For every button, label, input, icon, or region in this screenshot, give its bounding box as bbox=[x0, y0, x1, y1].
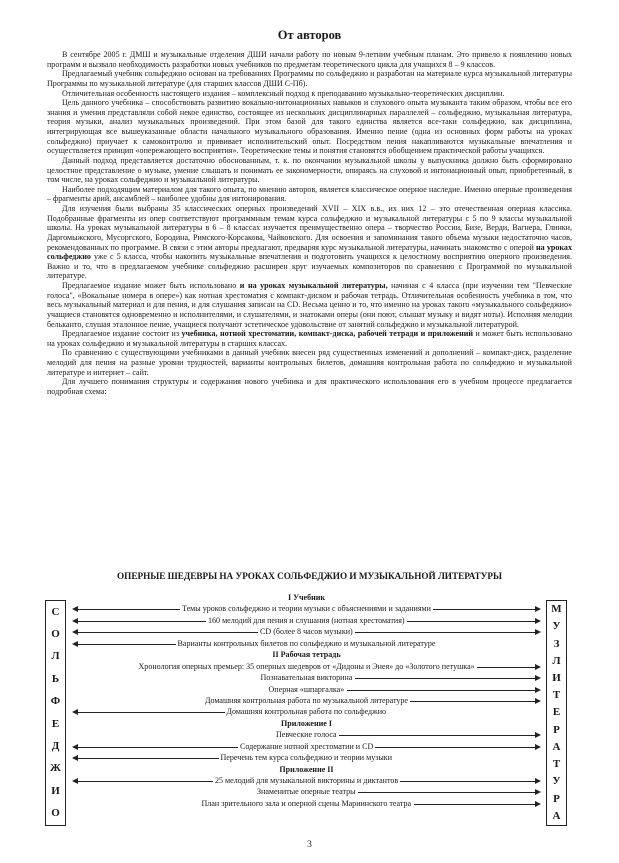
scheme-title: ОПЕРНЫЕ ШЕДЕВРЫ НА УРОКАХ СОЛЬФЕДЖИО И МУЗЫКАЛЬНОЙ ЛИТЕРАТУРЫ bbox=[117, 571, 502, 581]
vertical-letter: А bbox=[552, 740, 561, 753]
paragraph bbox=[47, 156, 572, 185]
text-run: Предлагаемый учебник сольфеджио основан на требованиях Программы по сольфеджио и разработан на материале курса музыкальной литературы Программы по музыкальной литературе (для старших классов ДШИ С-Пб). bbox=[47, 69, 572, 88]
scheme-section-header bbox=[72, 718, 541, 729]
scheme-item-label: Певческие голоса bbox=[276, 730, 337, 740]
scheme-item-label: Хронология оперных премьер: 35 оперных шедевров от «Дидоны и Энея» до «Золотого петушка» bbox=[138, 661, 475, 671]
arrow-right-icon bbox=[535, 732, 541, 738]
arrow-right-icon bbox=[535, 664, 541, 670]
text-run: Для лучшего понимания структуры и содержания нового учебника и для практического использования его в учебном процессе предлагается подробная схема: bbox=[47, 377, 572, 396]
vertical-letter: Е bbox=[51, 717, 60, 730]
vertical-letter: Ж bbox=[50, 762, 61, 775]
arrow-right-icon bbox=[535, 801, 541, 807]
scheme-row bbox=[72, 615, 541, 626]
paragraph bbox=[47, 89, 572, 99]
text-run: и может быть использовано на уроках сольфеджио и музыкальной литературы в старших классах. bbox=[47, 329, 572, 348]
scheme-row bbox=[72, 603, 541, 614]
arrow-right-icon bbox=[535, 629, 541, 635]
arrow-line-right bbox=[347, 690, 538, 691]
arrow-line-left bbox=[76, 609, 180, 610]
vertical-letter: Т bbox=[552, 689, 561, 702]
vertical-letter: О bbox=[51, 628, 60, 641]
scheme-item-label: Перечень тем курса сольфеджио и теории музыки bbox=[220, 753, 393, 763]
paragraph bbox=[47, 50, 572, 69]
scheme-row bbox=[72, 695, 541, 706]
arrow-line-left bbox=[76, 621, 206, 622]
scheme-row bbox=[72, 684, 541, 695]
page-title: От авторов bbox=[277, 28, 342, 42]
scheme-item-label: Домашняя контрольная работа по сольфеджио bbox=[226, 707, 387, 717]
vertical-letter: Л bbox=[51, 650, 60, 663]
section-header-label: I Учебник bbox=[287, 593, 326, 602]
scheme-item-label: Домашняя контрольная работа по музыкальной литературе bbox=[205, 695, 408, 705]
scheme-row bbox=[72, 752, 541, 763]
section-header-label: Приложение I bbox=[281, 718, 332, 728]
paragraph bbox=[47, 377, 572, 396]
arrow-line-right bbox=[339, 735, 537, 736]
vertical-letter: Д bbox=[51, 740, 60, 753]
arrow-line-right bbox=[355, 632, 537, 633]
vertical-letter: У bbox=[552, 775, 561, 788]
scheme-row bbox=[72, 741, 541, 752]
arrow-line-right bbox=[355, 678, 538, 679]
scheme-item-label: Оперная «шпаргалка» bbox=[268, 684, 345, 694]
scheme-rows bbox=[72, 592, 541, 809]
scheme-row bbox=[72, 775, 541, 786]
arrow-line-left bbox=[76, 632, 258, 633]
scheme-row bbox=[72, 706, 541, 717]
paragraph bbox=[47, 329, 572, 348]
text-run: уже с 5 класса, чтобы накопить музыкальные впечатления и подготовить учащихся к целостному восприятию оперного произведения. Важно и то, что в предлагаемом учебнике сольфеджио расширен круг изучаемых композиторов по сравнению с Программой по музыкальной литературе. bbox=[47, 252, 572, 281]
vertical-letter: О bbox=[51, 807, 60, 820]
arrow-right-icon bbox=[535, 778, 541, 784]
arrow-right-icon bbox=[535, 675, 541, 681]
arrow-line-right bbox=[414, 804, 538, 805]
section-header-label: II Рабочая тетрадь bbox=[272, 650, 341, 660]
scheme-row bbox=[72, 626, 541, 637]
scheme-item-label: 160 мелодий для пения и слушания (нотная хрестоматия) bbox=[208, 615, 405, 625]
scheme-section-header bbox=[72, 649, 541, 660]
vertical-letter: М bbox=[551, 603, 562, 616]
text-run: начиная с 4 класса (при изучении тем "Певческие голоса", «Вокальные номера в опере») как нотная хрестоматия с компакт-диском и рабочая тетрадь. Отличительная особенность учебника в том, что весь музыкальный материал и для пения, и для слушания записан на CD. Весьма ценно и то, что именно на уроках такого «музыкального сольфеджио» учащиеся становятся одновременно и исполнителями, и слушателями, и знатоками оперы (они поют, слышат музыку и видят ноты). Исполняя мелодии бельканто, слушая эталонное пение, учащиеся получают эстетическое удовольствие от занятий сольфеджио и музыкальной литературой. bbox=[47, 281, 572, 329]
vertical-letter: Л bbox=[552, 654, 561, 667]
vertical-letter: Т bbox=[552, 758, 561, 771]
arrow-line-right bbox=[433, 609, 537, 610]
paragraph bbox=[47, 348, 572, 377]
paragraph bbox=[47, 204, 572, 281]
paragraph bbox=[47, 281, 572, 329]
text-run: Цель данного учебника – способствовать развитию вокально-интонационных навыков и слухового опыта музыканта таким образом, чтобы все его знания и умения представляли собой некое единство, состоящее из нескольких дисциплинарных параллелей – сольфеджио, музыкальная литература, теория музыки, анализ музыкальных произведений. При этом базой для такого единства является все-таки сольфеджио, как дисциплина, интегрирующая все вышеуказанные области начального музыкального образования. Именно пение (одна из основных форм работы на уроках сольфеджио) приучает к самоконтролю и прививает исполнительский опыт. Посредством пения накапливаются музыкальные впечатления и осуществляется принцип «опережающего восприятия». Теоретические темы и понятия становятся обобщением практической работы учащихся. bbox=[47, 98, 572, 156]
vertical-letter: С bbox=[51, 605, 60, 618]
arrow-line-left bbox=[76, 712, 225, 713]
arrow-line-left bbox=[76, 781, 213, 782]
vertical-letter: Р bbox=[553, 723, 560, 736]
text-run: Отличительная особенность настоящего издания – комплексный подход к преподаванию музыкально-теоретических дисциплин. bbox=[62, 88, 505, 98]
scheme-item-label: Содержание нотной хрестоматии и CD bbox=[240, 741, 374, 751]
scheme-section-header bbox=[72, 764, 541, 775]
vertical-letter: Ь bbox=[51, 672, 60, 685]
scheme-item-label: Темы уроков сольфеджио и теории музыки с объяснениями и заданиями bbox=[182, 604, 431, 614]
music-literature-vertical-label bbox=[546, 600, 567, 826]
scheme-item-label: Знаменитые оперные театры bbox=[257, 787, 356, 797]
text-run: Предлагаемое издание состоит из bbox=[62, 329, 182, 339]
arrow-line-right bbox=[407, 621, 537, 622]
scheme-row bbox=[72, 672, 541, 683]
section-header-label: Приложение II bbox=[279, 764, 334, 774]
scheme-row bbox=[72, 661, 541, 672]
scheme-item-label: CD (более 8 часов музыки) bbox=[260, 627, 353, 637]
arrow-right-icon bbox=[535, 789, 541, 795]
scheme-item-label: 25 мелодий для музыкальной викторины и диктантов bbox=[215, 776, 399, 785]
bold-phrase: на уроках сольфеджио bbox=[47, 242, 572, 262]
scheme-item-label: Варианты контрольных билетов по сольфеджио и музыкальной литературе bbox=[177, 638, 436, 648]
arrow-line-right bbox=[400, 781, 537, 782]
vertical-letter: У bbox=[552, 620, 561, 633]
vertical-letter: И bbox=[51, 784, 60, 797]
arrow-line-right bbox=[375, 747, 537, 748]
scheme-item-label: Познавательная викторина bbox=[260, 673, 353, 683]
arrow-line-left bbox=[76, 747, 238, 748]
arrow-right-icon bbox=[535, 687, 541, 693]
vertical-letter: И bbox=[552, 671, 561, 684]
paragraph bbox=[47, 69, 572, 88]
bold-phrase: и на уроках музыкальной литературы, bbox=[239, 281, 388, 290]
page-number: 3 bbox=[307, 840, 312, 850]
arrow-right-icon bbox=[535, 606, 541, 612]
vertical-letter: А bbox=[552, 809, 561, 822]
text-run: Данный подход представляется достаточно обоснованным, т. к. по окончании музыкальной школы у выпускника должно быть сформировано целостное представление о музыке, умение слышать и понимать ее закономерности, опираясь на слуховой и интонационный опыт, приобретенный, в том числе, на уроках сольфеджио и музыкальной литературы. bbox=[47, 155, 572, 185]
arrow-line-right bbox=[358, 792, 537, 793]
bold-phrase: учебника, нотной хрестоматии, компакт-диска, рабочей тетради и приложений bbox=[181, 329, 474, 339]
text-run: По сравнению с существующими учебниками в данный учебник внесен ряд существенных изменений и дополнений – компакт-диск, разделение мелодий для пения на разные уровни трудностей, варианты контрольных билетов, домашняя контрольная работа по сольфеджио и музыкальной литературе и интернет – сайт. bbox=[47, 348, 572, 377]
text-run: В сентябре 2005 г. ДМШ и музыкальные отделения ДШИ начали работу по новым 9-летним учебным планам. Это привело к появлению новых программ и вызвало необходимость разработки новых учебников по предметам теоретического цикла для учащихся 8 – 9 классов. bbox=[47, 50, 572, 69]
foreword-text bbox=[47, 50, 572, 397]
scheme-section-header bbox=[72, 592, 541, 603]
text-run: Предлагаемое издание может быть использовано bbox=[62, 281, 240, 290]
arrow-right-icon bbox=[535, 744, 541, 750]
scheme-item-label: План зрительного зала и оперной сцены Мариинского театра bbox=[201, 798, 412, 808]
vertical-letter: Е bbox=[552, 706, 561, 719]
arrow-line-left bbox=[76, 758, 219, 759]
arrow-line-right bbox=[477, 667, 538, 668]
scheme-row bbox=[72, 786, 541, 797]
arrow-right-icon bbox=[535, 618, 541, 624]
scheme-row bbox=[72, 729, 541, 740]
vertical-letter: Ф bbox=[50, 695, 61, 708]
solfeggio-vertical-label bbox=[45, 600, 66, 826]
arrow-right-icon bbox=[535, 698, 541, 704]
vertical-letter: Р bbox=[553, 792, 560, 805]
paragraph bbox=[47, 98, 572, 156]
arrow-line-left bbox=[76, 644, 176, 645]
paragraph bbox=[47, 185, 572, 204]
vertical-letter: З bbox=[553, 637, 560, 650]
arrow-line-right bbox=[410, 701, 537, 702]
text-run: Для изучения были выбраны 35 классических оперных произведений XVII – XIX в.в., их них 12 – это отечественная оперная классика. Подобранные фрагменты из опер соответствуют программным темам курса сольфеджио и музыкальной литературы с 5 по 9 классы музыкальной школы. На уроках музыкальной литературы в 6 – 8 классах изучается преимущественно опера – творчество России, Бизе, Верди, Вагнера, Глинки, Даргомыжского, Мусоргского, Бородина, Римского-Корсакова, Чайковского. Для освоения и запоминания такого объема музыки недостаточно часов, рекомендованных по программе. В связи с этим авторы предлагают, предваряя курс музыкальной литературы, начинать знакомство с оперой bbox=[47, 204, 572, 252]
scheme-row bbox=[72, 638, 541, 649]
text-run: Наиболее подходящим материалом для такого опыта, по мнению авторов, является классическое оперное наследие. Именно оперные произведения – фрагменты арий, ансамблей – наиболее удобны для интонирования. bbox=[47, 184, 572, 204]
scheme-row bbox=[72, 798, 541, 809]
